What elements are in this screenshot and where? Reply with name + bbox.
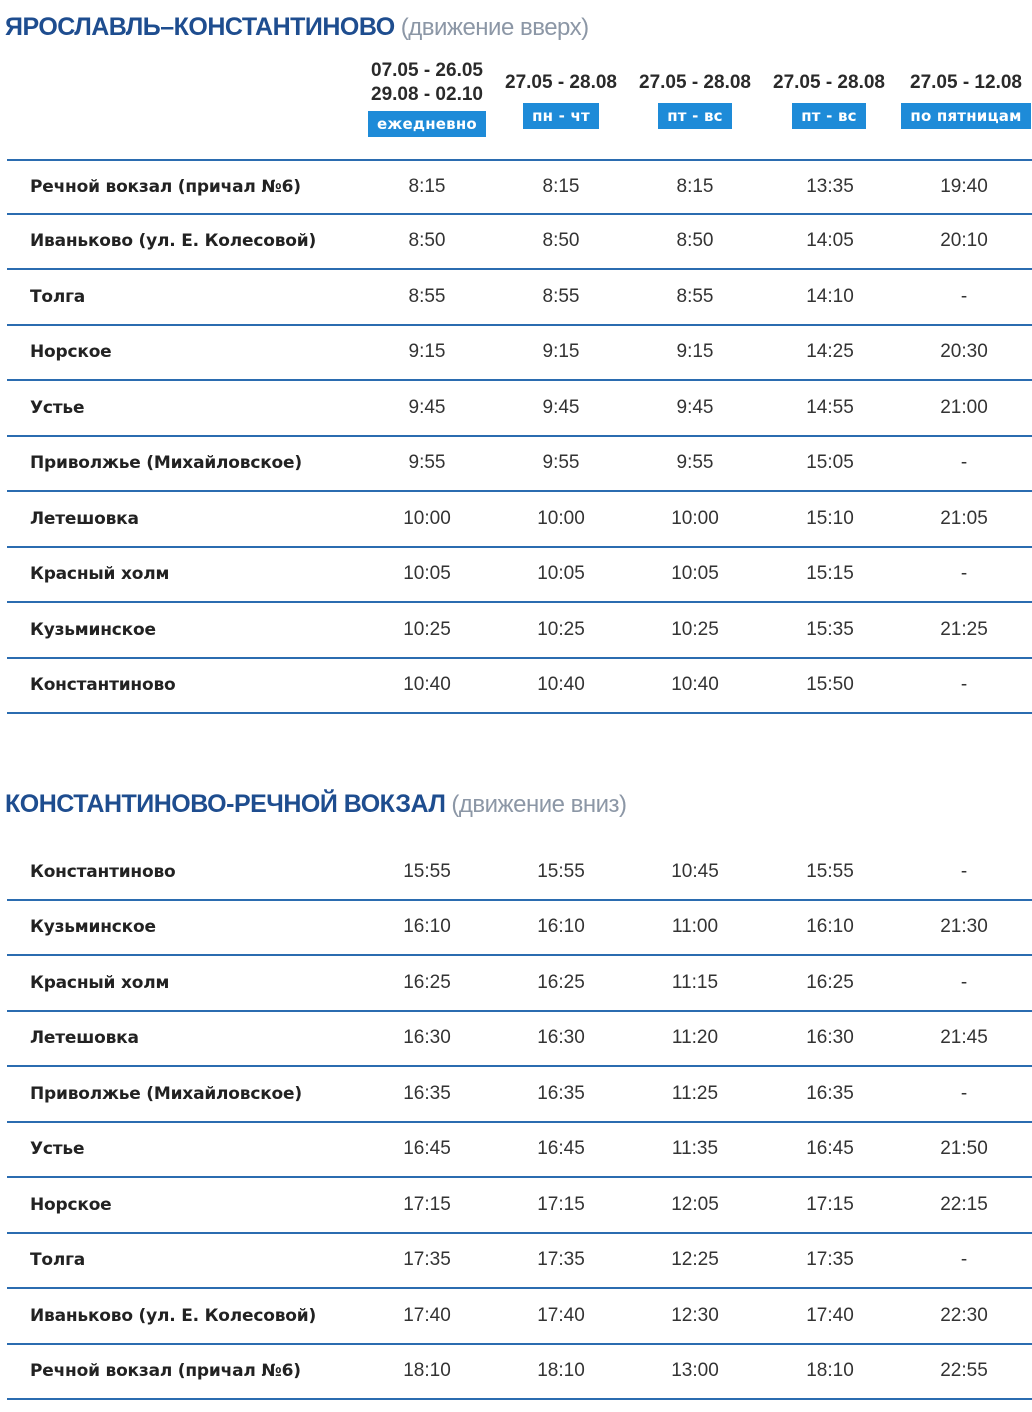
- table-row: [7, 901, 1032, 957]
- stop-name: Кузьминское: [30, 619, 156, 640]
- days-badge: пт - вс: [658, 103, 732, 129]
- departure-time: 17:35: [403, 1249, 451, 1271]
- departure-time: 21:30: [940, 916, 988, 938]
- departure-time: 9:15: [542, 341, 580, 363]
- table-row: [7, 956, 1032, 1012]
- days-badge: пн - чт: [523, 103, 599, 129]
- departure-time: 10:05: [537, 563, 585, 585]
- departure-time: 16:30: [403, 1027, 451, 1049]
- departure-time: 18:10: [537, 1360, 585, 1382]
- departure-time: 12:25: [671, 1249, 719, 1271]
- departure-time: 9:55: [676, 452, 714, 474]
- table-row: [7, 1123, 1032, 1179]
- departure-time: 9:55: [408, 452, 446, 474]
- departure-time: 8:15: [676, 175, 714, 197]
- days-badge: по пятницам: [901, 103, 1030, 129]
- stop-name: Приволжье (Михайловское): [30, 1083, 302, 1104]
- column-dates: 29.08 - 02.10: [371, 84, 483, 105]
- departure-time: 15:50: [806, 674, 854, 696]
- departure-time: 19:40: [940, 175, 988, 197]
- departure-time: 15:15: [806, 563, 854, 585]
- departure-time: 16:25: [403, 971, 451, 993]
- stop-name: Летешовка: [30, 508, 139, 529]
- table-row: [7, 659, 1032, 715]
- departure-time: 17:40: [537, 1304, 585, 1326]
- departure-time: 10:40: [671, 674, 719, 696]
- departure-time: 15:55: [806, 860, 854, 882]
- departure-time: 16:35: [403, 1082, 451, 1104]
- stop-name: Норское: [30, 342, 112, 363]
- departure-time: 10:00: [537, 507, 585, 529]
- stop-name: Иваньково (ул. Е. Колесовой): [30, 231, 317, 252]
- departure-time: 8:50: [676, 230, 714, 252]
- column-dates: 27.05 - 28.08: [773, 72, 885, 93]
- departure-time: 10:05: [403, 563, 451, 585]
- column-header-fri-sun-2: [762, 71, 896, 129]
- table-row: [7, 215, 1032, 271]
- departure-time: 11:00: [671, 916, 719, 938]
- column-dates: 27.05 - 28.08: [639, 72, 751, 93]
- route-name: ЯРОСЛАВЛЬ–КОНСТАНТИНОВО: [5, 13, 395, 41]
- column-dates: 27.05 - 12.08: [910, 72, 1022, 93]
- departure-time: 18:10: [806, 1360, 854, 1382]
- stop-name: Толга: [30, 1250, 86, 1271]
- departure-time: 16:10: [537, 916, 585, 938]
- table-row: [7, 159, 1032, 215]
- departure-time: -: [960, 452, 968, 474]
- table-row: [7, 1234, 1032, 1290]
- column-header-daily: [360, 59, 494, 137]
- departure-time: 22:15: [940, 1193, 988, 1215]
- departure-time: 8:15: [408, 175, 446, 197]
- departure-time: 21:25: [940, 618, 988, 640]
- table-row: [7, 1178, 1032, 1234]
- departure-time: 8:50: [408, 230, 446, 252]
- departure-time: 17:15: [537, 1193, 585, 1215]
- stop-name: Красный холм: [30, 564, 170, 585]
- departure-time: 9:45: [408, 396, 446, 418]
- table-row: [7, 381, 1032, 437]
- stop-name: Константиново: [30, 861, 176, 882]
- departure-time: 14:25: [806, 341, 854, 363]
- departure-time: -: [960, 1249, 968, 1271]
- stop-name: Приволжье (Михайловское): [30, 453, 302, 474]
- departure-time: 22:55: [940, 1360, 988, 1382]
- departure-time: -: [960, 860, 968, 882]
- departure-time: 14:05: [806, 230, 854, 252]
- departure-time: 16:45: [537, 1138, 585, 1160]
- departure-time: -: [960, 563, 968, 585]
- departure-time: 9:45: [542, 396, 580, 418]
- departure-time: 10:40: [537, 674, 585, 696]
- stop-name: Кузьминское: [30, 917, 156, 938]
- column-dates: 27.05 - 28.08: [505, 72, 617, 93]
- departure-time: 12:05: [671, 1193, 719, 1215]
- table-row: [7, 1289, 1032, 1345]
- departure-time: 10:25: [403, 618, 451, 640]
- departure-time: 11:15: [671, 971, 719, 993]
- table-row: [7, 1012, 1032, 1068]
- departure-time: 15:05: [806, 452, 854, 474]
- departure-time: 14:10: [806, 285, 854, 307]
- departure-time: 22:30: [940, 1304, 988, 1326]
- departure-time: 21:50: [940, 1138, 988, 1160]
- column-dates: 07.05 - 26.05: [371, 60, 483, 81]
- departure-time: 10:25: [537, 618, 585, 640]
- departure-time: 16:10: [806, 916, 854, 938]
- departure-time: 17:40: [403, 1304, 451, 1326]
- departure-time: 9:45: [676, 396, 714, 418]
- days-badge: ежедневно: [368, 111, 486, 137]
- stop-name: Летешовка: [30, 1028, 139, 1049]
- column-header-fri-sun: [628, 71, 762, 129]
- days-badge: пт - вс: [792, 103, 866, 129]
- departure-time: 12:30: [671, 1304, 719, 1326]
- schedule-table-upstream: [7, 159, 1032, 714]
- departure-time: 10:40: [403, 674, 451, 696]
- table-row: [7, 1067, 1032, 1123]
- departure-time: 16:25: [537, 971, 585, 993]
- departure-time: 8:55: [676, 285, 714, 307]
- departure-time: 17:15: [806, 1193, 854, 1215]
- table-row: [7, 548, 1032, 604]
- departure-time: 21:45: [940, 1027, 988, 1049]
- departure-time: 8:15: [542, 175, 580, 197]
- departure-time: 11:25: [671, 1082, 719, 1104]
- departure-time: 11:35: [671, 1138, 719, 1160]
- departure-time: -: [960, 1082, 968, 1104]
- departure-time: -: [960, 971, 968, 993]
- departure-time: 8:55: [542, 285, 580, 307]
- departure-time: 9:15: [408, 341, 446, 363]
- departure-time: 8:55: [408, 285, 446, 307]
- departure-time: 8:50: [542, 230, 580, 252]
- departure-time: 17:40: [806, 1304, 854, 1326]
- departure-time: 10:05: [671, 563, 719, 585]
- table-row: [7, 492, 1032, 548]
- departure-time: 16:35: [806, 1082, 854, 1104]
- stop-name: Устье: [30, 397, 85, 418]
- stop-name: Норское: [30, 1194, 112, 1215]
- section-title-downstream: [5, 790, 627, 819]
- column-header-mon-thu: [494, 71, 628, 129]
- stop-name: Речной вокзал (причал №6): [30, 1361, 301, 1382]
- departure-time: 16:30: [537, 1027, 585, 1049]
- departure-time: 9:55: [542, 452, 580, 474]
- departure-time: 16:45: [806, 1138, 854, 1160]
- section-title-upstream: [5, 13, 589, 42]
- stop-name: Красный холм: [30, 972, 170, 993]
- departure-time: 17:35: [806, 1249, 854, 1271]
- stop-name: Иваньково (ул. Е. Колесовой): [30, 1305, 317, 1326]
- stop-name: Речной вокзал (причал №6): [30, 176, 301, 197]
- departure-time: 20:10: [940, 230, 988, 252]
- table-row: [7, 270, 1032, 326]
- departure-time: 14:55: [806, 396, 854, 418]
- departure-time: 13:00: [671, 1360, 719, 1382]
- departure-time: 16:30: [806, 1027, 854, 1049]
- departure-time: 17:35: [537, 1249, 585, 1271]
- stop-name: Толга: [30, 286, 86, 307]
- table-row: [7, 603, 1032, 659]
- departure-time: 20:30: [940, 341, 988, 363]
- departure-time: 11:20: [671, 1027, 719, 1049]
- table-row: [7, 1345, 1032, 1401]
- departure-time: 17:15: [403, 1193, 451, 1215]
- departure-time: 10:45: [671, 860, 719, 882]
- departure-time: 15:10: [806, 507, 854, 529]
- departure-time: 10:25: [671, 618, 719, 640]
- departure-time: 9:15: [676, 341, 714, 363]
- table-row: [7, 845, 1032, 901]
- departure-time: 15:55: [537, 860, 585, 882]
- stop-name: Константиново: [30, 675, 176, 696]
- departure-time: -: [960, 674, 968, 696]
- departure-time: 16:10: [403, 916, 451, 938]
- route-direction: (движение вверх): [400, 14, 589, 41]
- departure-time: 18:10: [403, 1360, 451, 1382]
- departure-time: 15:55: [403, 860, 451, 882]
- departure-time: -: [960, 285, 968, 307]
- column-header-fridays: [897, 71, 1032, 129]
- table-row: [7, 326, 1032, 382]
- schedule-table-downstream: [7, 845, 1032, 1400]
- departure-time: 16:25: [806, 971, 854, 993]
- departure-time: 16:35: [537, 1082, 585, 1104]
- departure-time: 15:35: [806, 618, 854, 640]
- departure-time: 16:45: [403, 1138, 451, 1160]
- departure-time: 21:00: [940, 396, 988, 418]
- route-name: КОНСТАНТИНОВО-РЕЧНОЙ ВОКЗАЛ: [5, 790, 446, 818]
- departure-time: 13:35: [806, 175, 854, 197]
- departure-time: 10:00: [403, 507, 451, 529]
- route-direction: (движение вниз): [451, 791, 627, 818]
- stop-name: Устье: [30, 1139, 85, 1160]
- departure-time: 10:00: [671, 507, 719, 529]
- departure-time: 21:05: [940, 507, 988, 529]
- table-row: [7, 437, 1032, 493]
